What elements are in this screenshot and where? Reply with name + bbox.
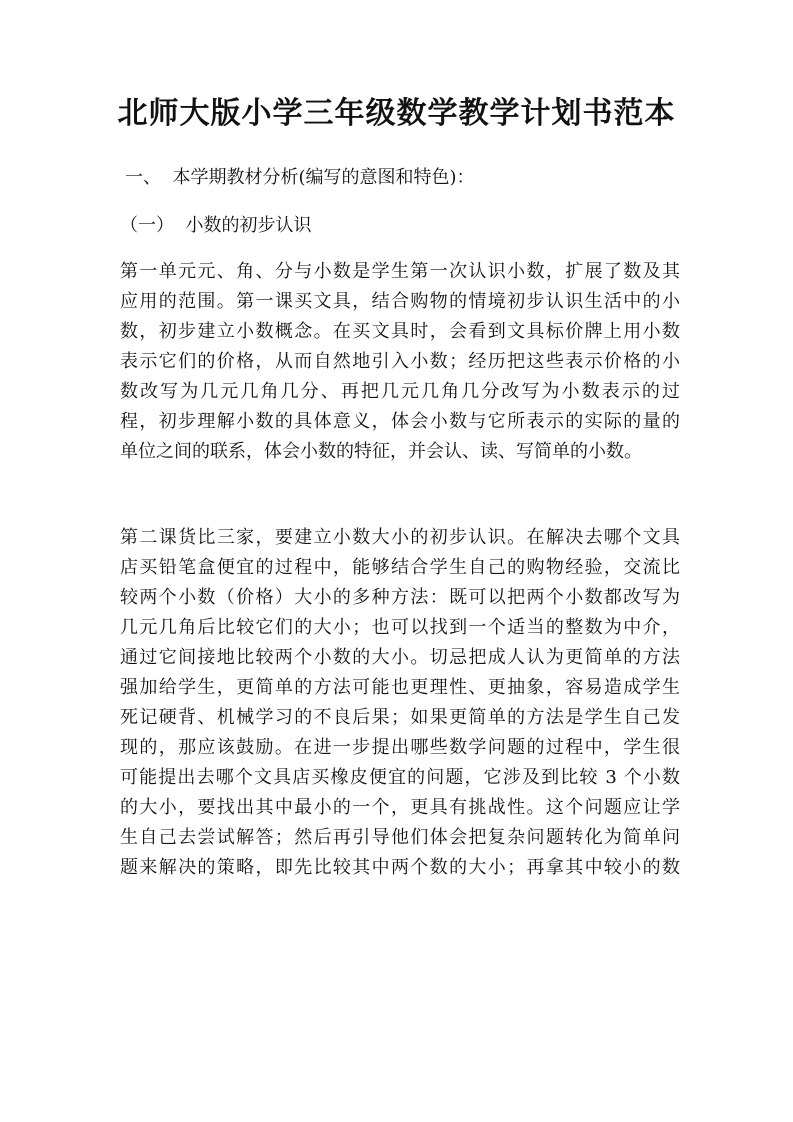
paragraph-line: 表示它们的价格，从而自然地引入小数；经历把这些表示价格的小	[120, 351, 680, 372]
paragraph-line: 可能提出去哪个文具店买橡皮便宜的问题，它涉及到比较 3 个小数	[120, 767, 680, 788]
section-heading: 一、 本学期教材分析(编写的意图和特色)：	[125, 167, 475, 188]
paragraph-line: 店买铅笔盒便宜的过程中，能够结合学生自己的购物经验，交流比	[120, 557, 680, 578]
paragraph-line: 程，初步理解小数的具体意义，体会小数与它所表示的实际的量的	[120, 411, 680, 432]
paragraph-line: 强加给学生，更简单的方法可能也更理性、更抽象，容易造成学生	[120, 677, 680, 698]
paragraph-line: 通过它间接地比较两个小数的大小。切忌把成人认为更简单的方法	[120, 647, 680, 668]
paragraph-line: 现的，那应该鼓励。在进一步提出哪些数学问题的过程中，学生很	[120, 737, 680, 758]
paragraph-line: 第一单元元、角、分与小数是学生第一次认识小数，扩展了数及其	[120, 261, 680, 282]
paragraph-line: 生自己去尝试解答；然后再引导他们体会把复杂问题转化为简单问	[120, 827, 680, 848]
paragraph-line: 几元几角后比较它们的大小；也可以找到一个适当的整数为中介，	[120, 617, 680, 638]
paragraph-line: 数，初步建立小数概念。在买文具时，会看到文具标价牌上用小数	[120, 321, 680, 342]
paragraph-line: 第二课货比三家，要建立小数大小的初步认识。在解决去哪个文具	[120, 527, 680, 548]
paragraph-line: 单位之间的联系，体会小数的特征，并会认、读、写简单的小数。	[120, 441, 642, 462]
paragraph-line: 题来解决的策略，即先比较其中两个数的大小；再拿其中较小的数	[120, 857, 680, 878]
paragraph-line: 较两个小数（价格）大小的多种方法：既可以把两个小数都改写为	[120, 587, 680, 608]
paragraph-line: 数改写为几元几角几分、再把几元几角几分改写为小数表示的过	[120, 381, 680, 402]
paragraph-decimal-intro	[120, 257, 680, 467]
paragraph-line: 应用的范围。第一课买文具，结合购物的情境初步认识生活中的小	[120, 291, 680, 312]
paragraph-decimal-compare	[120, 523, 680, 883]
paragraph-line: 的大小，要找出其中最小的一个，更具有挑战性。这个问题应让学	[120, 797, 680, 818]
document-title: 北师大版小学三年级数学教学计划书范本	[117, 96, 676, 131]
subsection-heading: （一） 小数的初步认识	[120, 215, 312, 236]
paragraph-line: 死记硬背、机械学习的不良后果；如果更简单的方法是学生自己发	[120, 707, 680, 728]
